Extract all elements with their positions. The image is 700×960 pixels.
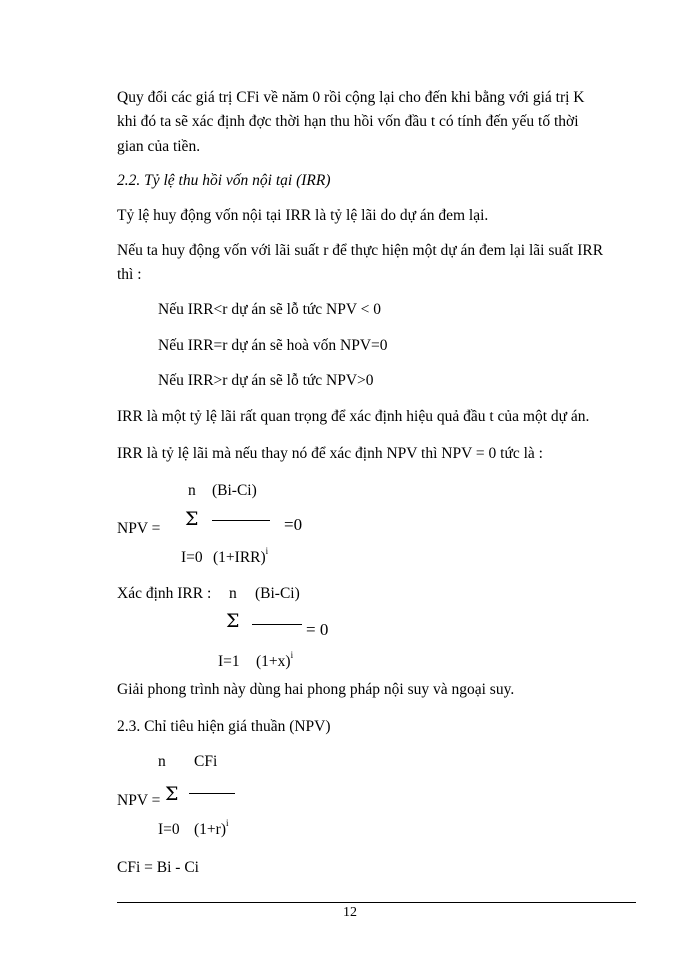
formula3-upper-limit: n <box>158 753 166 770</box>
formula3-lower-limit: I=0 <box>158 821 180 838</box>
formula3-lhs: NPV = <box>117 792 161 809</box>
formula1-fraction-bar <box>212 520 270 521</box>
irr-paragraph-2-line-2: thì : <box>117 266 142 283</box>
irr-case-equal: Nếu IRR=r dự án sẽ hoà vốn NPV=0 <box>158 337 388 354</box>
cfi-definition: CFi = Bi - Ci <box>117 859 199 876</box>
formula2-upper-limit: n <box>229 585 237 602</box>
footer-rule <box>117 902 636 903</box>
intro-line-1: Quy đổi các giá trị CFi về năm 0 rồi cộng lại cho đến khi bằng với giá trị K <box>117 89 585 106</box>
page-number: 12 <box>343 905 357 920</box>
section-npv-heading: 2.3. Chỉ tiêu hiện giá thuần (NPV) <box>117 718 331 735</box>
formula2-rhs: = 0 <box>306 620 329 639</box>
irr-paragraph-2-line-1: Nếu ta huy động vốn với lãi suất r để thực hiện một dự án đem lại lãi suất IRR <box>117 242 604 259</box>
irr-case-less: Nếu IRR<r dự án sẽ lỗ tức NPV < 0 <box>158 301 381 318</box>
formula1-numerator: (Bi-Ci) <box>212 482 257 499</box>
intro-line-3: gian của tiền. <box>117 138 201 155</box>
irr-case-greater: Nếu IRR>r dự án sẽ lỗ tức NPV>0 <box>158 372 374 389</box>
formula3-fraction-bar <box>189 793 235 794</box>
formula2-denominator: $(1+x)^i$ <box>256 650 294 670</box>
formula1-lower-limit: I=0 <box>181 549 203 566</box>
section-irr-heading: 2.2. Tỷ lệ thu hồi vốn nội tại (IRR) <box>117 172 331 189</box>
formula1-lhs: NPV = <box>117 520 161 537</box>
formula1-upper-limit: n <box>188 482 196 499</box>
intro-line-2: khi đó ta sẽ xác định đợc thời hạn thu hồi vốn đầu t có tính đến yếu tố thời <box>117 113 579 130</box>
formula2-sigma-symbol: Σ <box>226 610 240 632</box>
formula2-label: Xác định IRR : <box>117 585 212 602</box>
formula1-denominator: $(1+IRR)^i$ <box>213 546 269 566</box>
method-paragraph: Giải phong trình này dùng hai phong pháp nội suy và ngoại suy. <box>117 681 515 698</box>
formula3-denominator: $(1+r)^i$ <box>194 818 229 838</box>
formula2-lower-limit: I=1 <box>218 653 240 670</box>
formula3-sigma-symbol: Σ <box>165 783 179 805</box>
formula1-sigma-symbol: Σ <box>185 508 199 530</box>
formula3-numerator: CFi <box>194 753 218 770</box>
formula2-fraction-bar <box>252 624 302 625</box>
formula2-numerator: (Bi-Ci) <box>255 585 300 602</box>
irr-paragraph-4: IRR là tỷ lệ lãi mà nếu thay nó để xác định NPV thì NPV = 0 tức là : <box>117 445 543 462</box>
formula1-rhs: =0 <box>284 515 303 534</box>
irr-paragraph-3: IRR là một tỷ lệ lãi rất quan trọng để xác định hiệu quả đầu t của một dự án. <box>117 408 590 425</box>
irr-paragraph-1: Tỷ lệ huy động vốn nội tại IRR là tỷ lệ lãi do dự án đem lại. <box>117 207 489 224</box>
